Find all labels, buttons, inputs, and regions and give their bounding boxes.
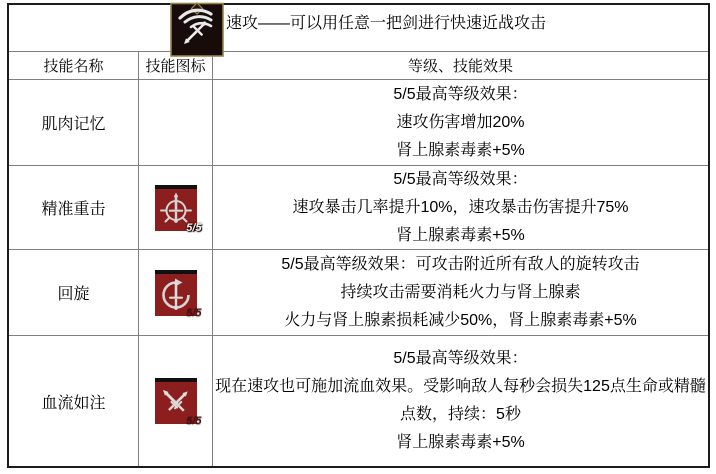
effect-line: 5/5最高等级效果： (393, 350, 528, 367)
skills-table (7, 3, 710, 468)
header-skill-icon: 技能图标 (139, 52, 213, 80)
skill-icon-cell (139, 250, 213, 336)
effect-line: 肾上腺素毒素+5% (396, 226, 525, 244)
spinning-sword-icon (155, 270, 202, 319)
effect-line: 速攻暴击几率提升10%，速攻暴击伤害提升75% (292, 198, 629, 216)
banner-row (9, 5, 708, 52)
skill-name: 肌肉记忆 (9, 80, 139, 166)
skill-name: 血流如注 (9, 336, 139, 466)
skill-effects (213, 80, 708, 166)
skill-effects (213, 166, 708, 250)
skill-effects (213, 336, 708, 466)
crossed-daggers-icon (155, 378, 202, 427)
effect-line: 5/5最高等级效果：可攻击附近所有敌人的旋转攻击 (281, 255, 640, 273)
skill-effects (213, 250, 708, 336)
sword-crosshair-icon (155, 185, 202, 234)
effect-line: 持续攻击需要消耗火力与肾上腺素 (340, 283, 581, 301)
effect-line: 5/5最高等级效果： (393, 170, 528, 188)
skill-name: 精准重击 (9, 166, 139, 250)
header-skill-effects: 等级、技能效果 (213, 52, 708, 80)
effect-line: 肾上腺素毒素+5% (396, 141, 525, 159)
effect-line: 点数，持续：5秒 (400, 406, 521, 423)
icon-level-badge: 5/5 (186, 415, 202, 427)
effect-line: 速攻伤害增加20% (396, 113, 525, 131)
banner-title: 速攻——可以用任意一把剑进行快速近战攻击 (226, 15, 547, 32)
skill-icon-cell-empty (139, 80, 213, 166)
effect-line: 肾上腺素毒素+5% (396, 434, 525, 451)
effect-line: 火力与肾上腺素损耗减少50%，肾上腺素毒素+5% (284, 311, 637, 329)
header-skill-name: 技能名称 (9, 52, 139, 80)
quick-attack-icon (170, 2, 224, 57)
effect-line: 5/5最高等级效果： (393, 85, 528, 103)
skill-icon-cell (139, 166, 213, 250)
effect-line: 现在速攻也可施加流血效果。受影响敌人每秒会损失125点生命或精髓 (215, 378, 706, 395)
icon-level-badge: 5/5 (186, 306, 202, 319)
skill-icon-cell (139, 336, 213, 466)
skill-name: 回旋 (9, 250, 139, 336)
icon-level-badge: 5/5 (186, 221, 202, 234)
